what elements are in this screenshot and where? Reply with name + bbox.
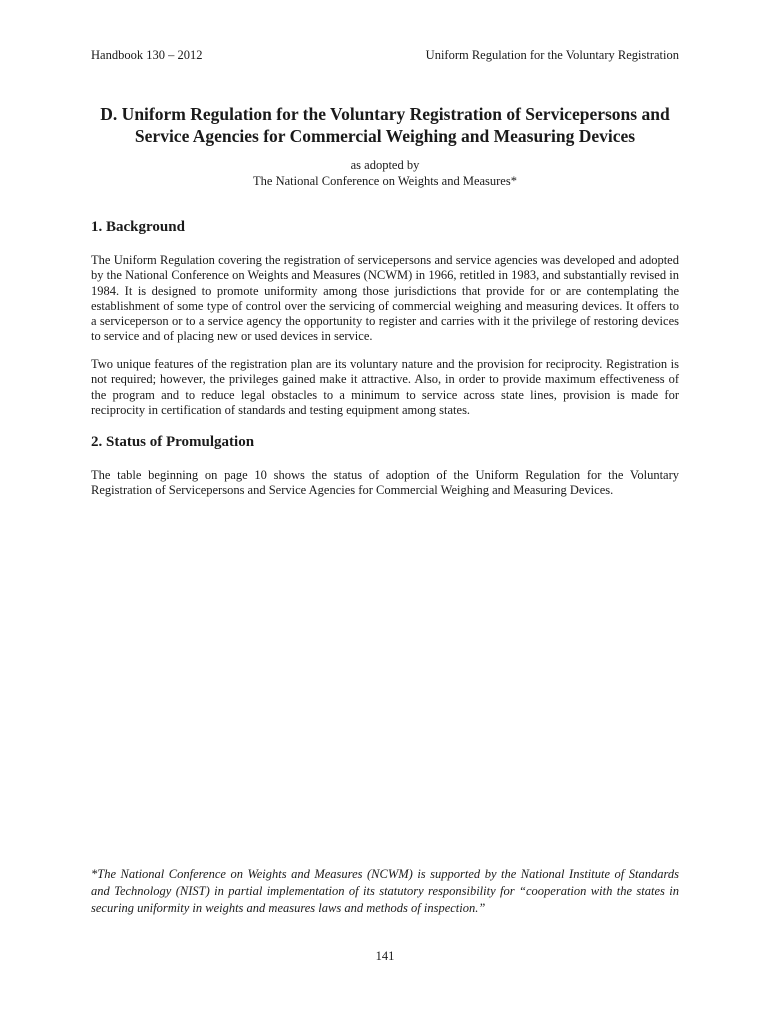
adoption-note xyxy=(70,157,700,189)
document-title xyxy=(70,103,700,147)
header-section-label: Uniform Regulation for the Voluntary Registration xyxy=(425,48,679,62)
title-line-2: Service Agencies for Commercial Weighing and Measuring Devices xyxy=(134,126,636,146)
title-line-1: D. Uniform Regulation for the Voluntary Registration of Servicepersons and xyxy=(100,104,670,124)
footnote: *The National Conference on Weights and Measures (NCWM) is supported by the National Institute of Standards and Technology (NIST) in partial implementation of its statutory responsibility for “cooperation with the states in securing uniformity in weights and measures laws and methods of inspection.” xyxy=(91,867,679,915)
section-heading-status: 2. Status of Promulgation xyxy=(91,434,255,450)
background-paragraph-2: Two unique features of the registration plan are its voluntary nature and the provision for reciprocity. Registration is not required; however, the privileges gained make it attractive. Also, in order to provide maximum effectiveness of the program and to reduce legal obstacles to a minimum to service across state lines, provision is made for reciprocity in certification of standards and testing equipment among states. xyxy=(91,357,679,417)
adoption-line-2: The National Conference on Weights and Measures* xyxy=(253,174,517,188)
page-number: 141 xyxy=(375,949,395,963)
background-paragraph-1: The Uniform Regulation covering the registration of servicepersons and service agencies was developed and adopted by the National Conference on Weights and Measures (NCWM) in 1966, retitled in 1983, and substantially revised in 1984. It is designed to promote uniformity among those jurisdictions that provide for or are contemplating the establishment of some type of control over the servicing of commercial weighing and measuring devices. It offers to a serviceperson or to a service agency the opportunity to register and carries with it the privilege of restoring devices to service and of placing new or used devices in service. xyxy=(91,253,679,344)
adoption-line-1: as adopted by xyxy=(350,158,420,172)
running-header xyxy=(91,47,679,63)
status-paragraph-1: The table beginning on page 10 shows the status of adoption of the Uniform Regulation for the Voluntary Registration of Servicepersons and Service Agencies for Commercial Weighing and Measuring Devices. xyxy=(91,468,679,498)
section-heading-background: 1. Background xyxy=(91,219,185,235)
header-handbook-label: Handbook 130 – 2012 xyxy=(91,48,203,62)
